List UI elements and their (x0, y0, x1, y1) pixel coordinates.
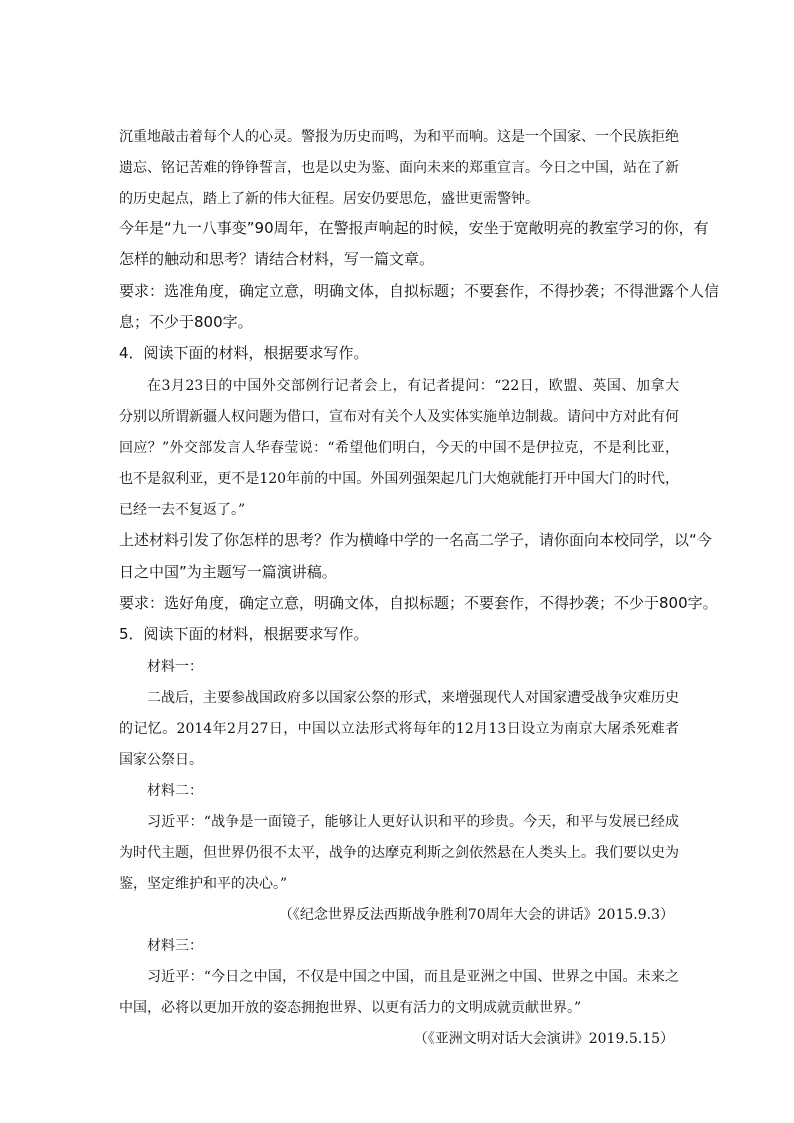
q5-material2-line: 鉴，坚定维护和平的决心。” (119, 876, 288, 892)
q5-material1-line: 国家公祭日。 (119, 752, 203, 768)
q4-material-line: 也不是叙利亚，更不是120年前的中国。外国列强架起几门大炮就能打开中国大门的时代， (119, 471, 679, 487)
q5-material2-line: 为时代主题，但世界仍很不太平，战争的达摩克利斯之剑依然悬在人类头上。我们要以史为 (119, 845, 679, 861)
q5-material1-label: 材料一： (147, 659, 203, 675)
q5-material3-source: （《亚洲文明对话大会演讲》2019.5.15） (413, 1031, 674, 1047)
q3-requirements-line: 要求：选准角度，确定立意，明确文体，自拟标题；不要套作，不得抄袭；不得泄露个人信 (119, 282, 720, 300)
q3-prompt-line: 今年是“九一八事变”90周年，在警报声响起的时候，安坐于宽敞明亮的教室学习的你，有 (119, 219, 709, 237)
q4-prompt-line: 日之中国”为主题写一篇演讲稿。 (119, 563, 337, 581)
q3-prompt-line: 怎样的触动和思考？请结合材料，写一篇文章。 (119, 250, 435, 268)
q5-material1-line: 二战后，主要参战国政府多以国家公祭的形式，来增强现代人对国家遭受战争灾难历史 (147, 690, 679, 706)
q4-material-line: 在3月23日的中国外交部例行记者会上，有记者提问：“22日，欧盟、英国、加拿大 (147, 378, 679, 394)
q5-material2-label: 材料二： (147, 783, 203, 799)
q5-material3-line: 习近平：“今日之中国，不仅是中国之中国，而且是亚洲之中国、世界之中国。未来之 (147, 969, 679, 985)
q4-material-line: 分别以所谓新疆人权问题为借口，宣布对有关个人及实体实施单边制裁。请问中方对此有何 (119, 409, 679, 425)
q5-title: 5．阅读下面的材料，根据要求写作。 (119, 625, 369, 643)
q5-material3-label: 材料三： (147, 938, 203, 954)
q4-material-line: 已经一去不复返了。” (119, 502, 246, 518)
q4-requirements-line: 要求：选好角度，确定立意，明确文体，自拟标题；不要套作，不得抄袭；不少于800字。 (119, 594, 718, 612)
q5-material3-line: 中国，必将以更加开放的姿态拥抱世界、以更有活力的文明成就贡献世界。” (119, 1000, 582, 1016)
material-line: 沉重地敲击着每个人的心灵。警报为历史而鸣，为和平而响。这是一个国家、一个民族拒绝 (119, 129, 679, 145)
q5-material1-line: 的记忆。2014年2月27日，中国以立法形式将每年的12月13日设立为南京大屠杀死难者 (119, 721, 679, 737)
q4-material-line: 回应？”外交部发言人华春莹说：“希望他们明白，今天的中国不是伊拉克，不是利比亚， (119, 440, 679, 456)
q5-material2-line: 习近平：“战争是一面镜子，能够让人更好认识和平的珍贵。今天，和平与发展已经成 (147, 814, 679, 830)
q4-title: 4．阅读下面的材料，根据要求写作。 (119, 344, 369, 362)
material-line: 的历史起点，踏上了新的伟大征程。居安仍要思危，盛世更需警钟。 (119, 191, 539, 207)
material-line: 遗忘、铭记苦难的铮铮誓言，也是以史为鉴、面向未来的郑重宣言。今日之中国，站在了新 (119, 160, 679, 176)
q4-prompt-line: 上述材料引发了你怎样的思考？作为横峰中学的一名高二学子，请你面向本校同学，以“今 (119, 531, 712, 549)
q3-requirements-line: 息；不少于800字。 (119, 313, 253, 331)
q5-material2-source: （《纪念世界反法西斯战争胜利70周年大会的讲话》2015.9.3） (278, 907, 674, 923)
